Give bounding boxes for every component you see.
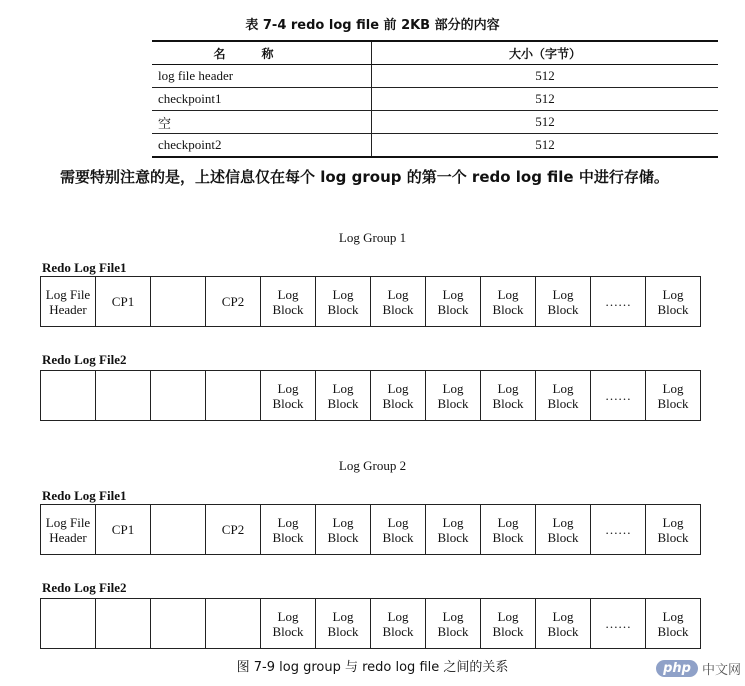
redo-log-file-label: Redo Log File1 <box>42 260 127 275</box>
log-cell: …… <box>591 599 646 648</box>
log-cell: Log Block <box>481 599 536 648</box>
row-size: 512 <box>372 134 719 158</box>
figure-caption: 图 7-9 log group 与 redo log file 之间的关系 <box>236 660 509 675</box>
redo-log-file-row <box>40 370 701 421</box>
redo-log-file-row <box>40 598 701 649</box>
row-size: 512 <box>372 111 719 134</box>
log-cell <box>151 371 206 420</box>
redo-log-content-table <box>152 40 718 158</box>
log-cell: Log Block <box>536 277 591 326</box>
redo-log-file-row <box>40 276 701 327</box>
table-caption: 表 7-4 redo log file 前 2KB 部分的内容 <box>245 18 500 33</box>
row-name: 空 <box>152 111 372 134</box>
log-cell: Log Block <box>426 277 481 326</box>
log-cell <box>96 599 151 648</box>
watermark <box>656 659 741 678</box>
log-cell: CP2 <box>206 505 261 554</box>
log-cell <box>41 599 96 648</box>
redo-log-file-label: Redo Log File1 <box>42 488 127 503</box>
watermark-text: 中文网 <box>701 663 741 678</box>
log-cell: Log Block <box>371 599 426 648</box>
log-cell <box>151 505 206 554</box>
row-name: log file header <box>152 65 372 88</box>
log-cell: Log Block <box>657 380 689 411</box>
row-name: checkpoint1 <box>152 88 372 111</box>
log-cell: CP2 <box>206 277 261 326</box>
log-cell: Log Block <box>261 505 316 554</box>
log-cell: Log Block <box>657 286 689 317</box>
log-cell: Log Block <box>481 371 536 420</box>
log-cell <box>96 371 151 420</box>
log-cell: Log File Header <box>41 505 96 554</box>
row-size: 512 <box>372 65 719 88</box>
log-cell: Log Block <box>371 277 426 326</box>
log-cell <box>151 277 206 326</box>
redo-log-file-label: Redo Log File2 <box>42 352 127 367</box>
log-cell: CP1 <box>96 277 151 326</box>
log-cell: Log Block <box>261 599 316 648</box>
storage-note: 需要特别注意的是，上述信息仅在每个 log group 的第一个 redo log file 中进行存储。 <box>60 168 669 186</box>
table-row <box>152 88 718 111</box>
log-cell: Log Block <box>657 514 689 545</box>
column-header-size: 大小（字节） <box>372 41 719 65</box>
table-row <box>152 111 718 134</box>
log-cell: Log Block <box>316 277 371 326</box>
log-group-title: Log Group 2 <box>338 458 407 473</box>
log-cell: …… <box>591 371 646 420</box>
log-cell: Log Block <box>536 505 591 554</box>
log-cell: …… <box>591 277 646 326</box>
log-cell: Log File Header <box>41 277 96 326</box>
log-cell: CP1 <box>96 505 151 554</box>
log-cell: Log Block <box>536 599 591 648</box>
log-cell: …… <box>591 505 646 554</box>
log-cell: Log Block <box>481 277 536 326</box>
log-cell <box>41 371 96 420</box>
redo-log-file-row <box>40 504 701 555</box>
log-cell: Log Block <box>371 371 426 420</box>
row-name: checkpoint2 <box>152 134 372 158</box>
log-group-title: Log Group 1 <box>338 230 407 245</box>
log-cell: Log Block <box>657 608 689 639</box>
log-cell: Log Block <box>261 277 316 326</box>
watermark-badge: php <box>656 660 698 677</box>
table-header-row <box>152 41 718 65</box>
log-cell <box>206 599 261 648</box>
column-header-name: 名称 <box>152 41 372 65</box>
log-cell <box>151 599 206 648</box>
log-cell: Log Block <box>316 371 371 420</box>
log-cell: Log Block <box>481 505 536 554</box>
table-row <box>152 134 718 158</box>
log-cell: Log Block <box>316 599 371 648</box>
log-cell: Log Block <box>426 599 481 648</box>
log-cell <box>206 371 261 420</box>
log-cell: Log Block <box>371 505 426 554</box>
row-size: 512 <box>372 88 719 111</box>
table-row <box>152 65 718 88</box>
redo-log-file-label: Redo Log File2 <box>42 580 127 595</box>
log-cell: Log Block <box>426 371 481 420</box>
log-cell: Log Block <box>536 371 591 420</box>
log-cell: Log Block <box>426 505 481 554</box>
log-cell: Log Block <box>316 505 371 554</box>
log-cell: Log Block <box>261 371 316 420</box>
